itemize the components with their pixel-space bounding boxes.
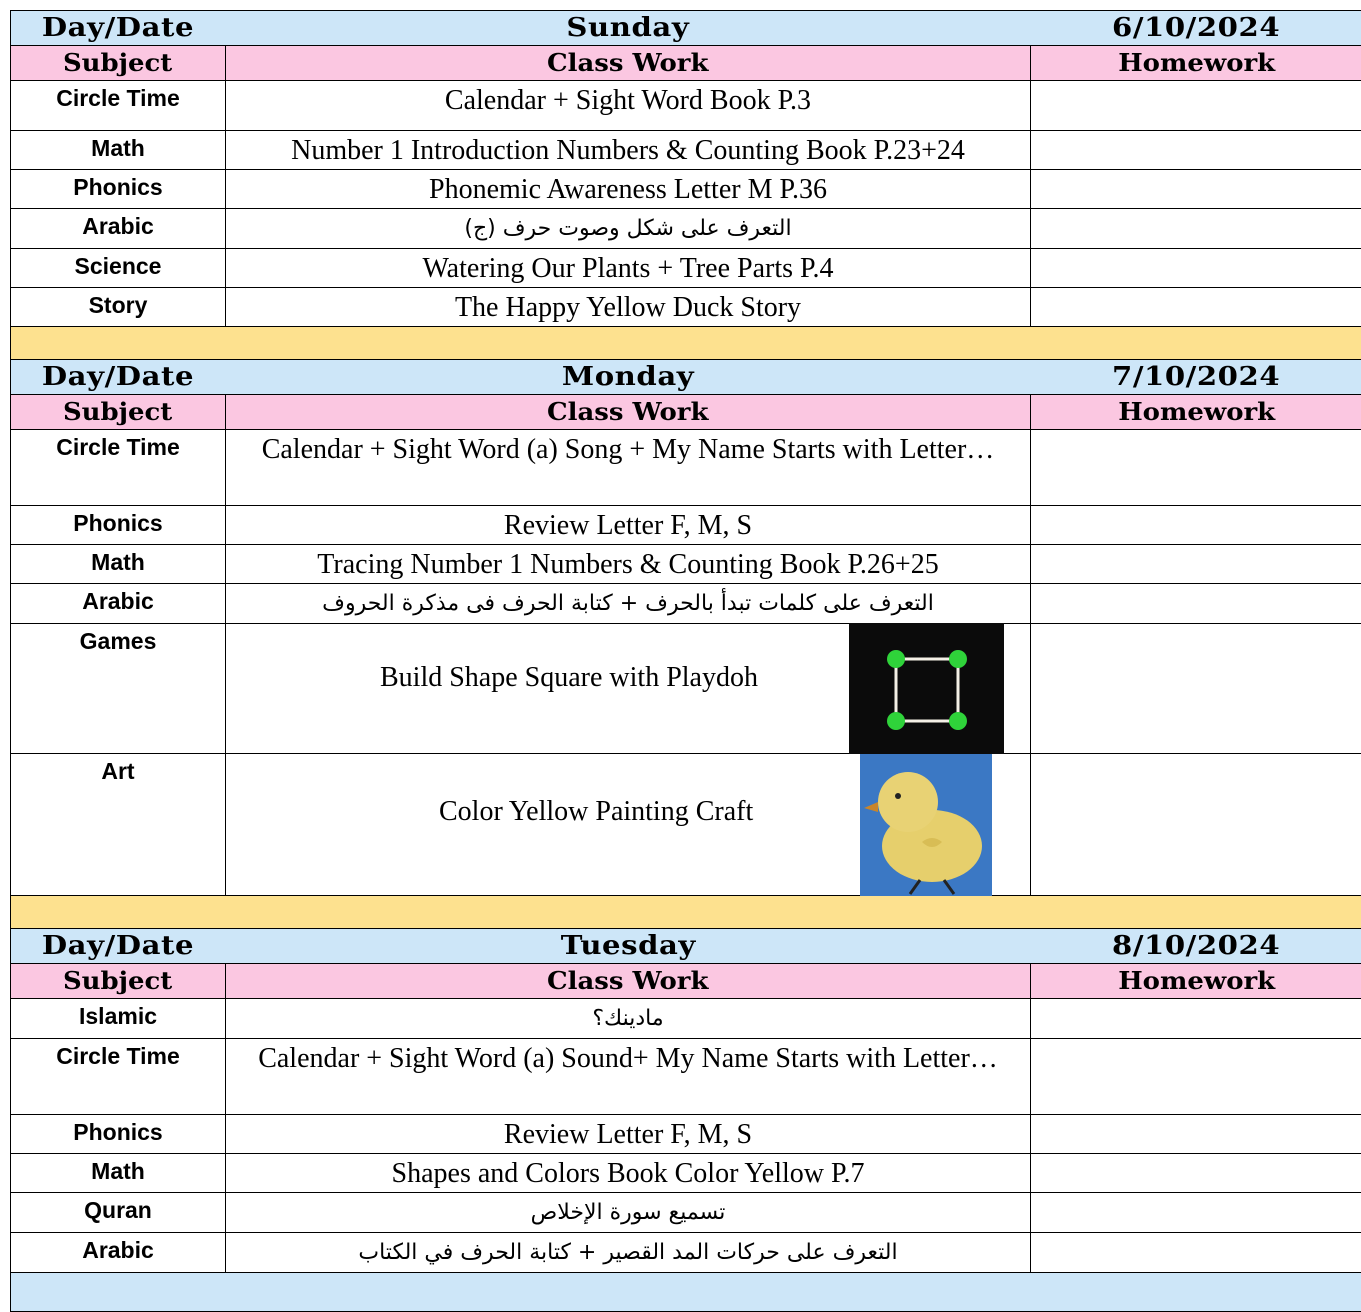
table-row <box>11 545 1361 584</box>
classwork-cell: Phonemic Awareness Letter M P.36 <box>226 170 1031 209</box>
subject-cell: Art <box>11 754 226 896</box>
homework-cell <box>1031 170 1361 209</box>
classwork-cell: Shapes and Colors Book Color Yellow P.7 <box>226 1154 1031 1193</box>
day-row-monday <box>11 360 1361 395</box>
header-row <box>11 46 1361 81</box>
table-row <box>11 624 1361 754</box>
separator-row <box>11 327 1361 360</box>
classwork-cell: مادينك؟ <box>226 999 1031 1039</box>
classwork-cell: The Happy Yellow Duck Story <box>226 288 1031 327</box>
homework-cell <box>1031 209 1361 249</box>
homework-header: Homework <box>1031 46 1361 81</box>
subject-cell: Circle Time <box>11 81 226 131</box>
homework-cell <box>1031 999 1361 1039</box>
homework-cell <box>1031 584 1361 624</box>
table-row <box>11 1115 1361 1154</box>
table-row <box>11 1193 1361 1233</box>
day-label-cell <box>11 11 226 46</box>
classwork-cell: Review Letter F, M, S <box>226 506 1031 545</box>
separator-row <box>11 896 1361 929</box>
table-row <box>11 1233 1361 1273</box>
table-row <box>11 170 1361 209</box>
classwork-cell: Tracing Number 1 Numbers & Counting Book P.26+25 <box>226 545 1031 584</box>
subject-header: Subject <box>11 964 226 999</box>
homework-cell <box>1031 1039 1361 1115</box>
table-row <box>11 1039 1361 1115</box>
classwork-cell <box>226 624 1031 754</box>
date-value: 7/10/2024 <box>1112 360 1280 394</box>
footer-row <box>11 1273 1361 1312</box>
day-name: Tuesday <box>560 929 695 963</box>
classwork-cell: التعرف على حركات المد القصير + كتابة الحرف في الكتاب <box>226 1233 1031 1273</box>
header-row <box>11 964 1361 999</box>
day-name-cell <box>226 11 1031 46</box>
classwork-header: Class Work <box>226 964 1031 999</box>
subject-cell: Math <box>11 131 226 170</box>
schedule-table <box>10 10 1361 1312</box>
subject-cell: Arabic <box>11 584 226 624</box>
date-cell <box>1031 929 1361 964</box>
subject-cell: Games <box>11 624 226 754</box>
table-row <box>11 754 1361 896</box>
homework-cell <box>1031 288 1361 327</box>
classwork-cell: Review Letter F, M, S <box>226 1115 1031 1154</box>
subject-cell: Story <box>11 288 226 327</box>
separator-bar <box>11 896 1361 929</box>
footer-bar <box>11 1273 1361 1312</box>
subject-cell: Arabic <box>11 1233 226 1273</box>
subject-cell: Arabic <box>11 209 226 249</box>
day-label-cell <box>11 929 226 964</box>
subject-cell: Phonics <box>11 1115 226 1154</box>
classwork-cell: التعرف على شكل وصوت حرف (ج) <box>226 209 1031 249</box>
classwork-cell: Number 1 Introduction Numbers & Counting Book P.23+24 <box>226 131 1031 170</box>
classwork-cell: Calendar + Sight Word (a) Sound+ My Name Starts with Letter… <box>226 1039 1031 1115</box>
homework-cell <box>1031 249 1361 288</box>
table-row <box>11 999 1361 1039</box>
day-date-label: Day/Date <box>42 929 194 963</box>
duck-craft-icon <box>860 754 992 896</box>
subject-cell: Math <box>11 1154 226 1193</box>
homework-cell <box>1031 754 1361 896</box>
table-row <box>11 584 1361 624</box>
yellow-duck-image <box>860 754 992 896</box>
homework-cell <box>1031 1154 1361 1193</box>
homework-header: Homework <box>1031 964 1361 999</box>
table-row <box>11 209 1361 249</box>
day-date-label: Day/Date <box>42 360 194 394</box>
day-name-cell <box>226 360 1031 395</box>
subject-cell: Phonics <box>11 170 226 209</box>
day-name: Sunday <box>567 11 690 45</box>
classwork-header: Class Work <box>226 46 1031 81</box>
table-row <box>11 131 1361 170</box>
table-row <box>11 249 1361 288</box>
subject-cell: Circle Time <box>11 430 226 506</box>
table-row <box>11 81 1361 131</box>
subject-header: Subject <box>11 395 226 430</box>
subject-cell: Quran <box>11 1193 226 1233</box>
date-cell <box>1031 360 1361 395</box>
homework-header: Homework <box>1031 395 1361 430</box>
subject-cell: Science <box>11 249 226 288</box>
subject-cell: Phonics <box>11 506 226 545</box>
subject-cell: Islamic <box>11 999 226 1039</box>
classwork-cell: Watering Our Plants + Tree Parts P.4 <box>226 249 1031 288</box>
day-row-sunday <box>11 11 1361 46</box>
day-name: Monday <box>562 360 694 394</box>
playdoh-square-image <box>849 623 1004 754</box>
table-row <box>11 506 1361 545</box>
homework-cell <box>1031 81 1361 131</box>
day-name-cell <box>226 929 1031 964</box>
homework-cell <box>1031 506 1361 545</box>
date-value: 8/10/2024 <box>1112 929 1280 963</box>
table-row <box>11 1154 1361 1193</box>
homework-cell <box>1031 545 1361 584</box>
subject-cell: Circle Time <box>11 1039 226 1115</box>
classwork-cell: تسميع سورة الإخلاص <box>226 1193 1031 1233</box>
subject-cell: Math <box>11 545 226 584</box>
classwork-text: Build Shape Square with Playdoh <box>380 662 1030 694</box>
classwork-cell: Calendar + Sight Word Book P.3 <box>226 81 1031 131</box>
square-shape-icon <box>849 623 1004 754</box>
date-cell <box>1031 11 1361 46</box>
date-value: 6/10/2024 <box>1112 11 1280 45</box>
separator-bar <box>11 327 1361 360</box>
classwork-header: Class Work <box>226 395 1031 430</box>
homework-cell <box>1031 1193 1361 1233</box>
homework-cell <box>1031 1233 1361 1273</box>
classwork-cell: Calendar + Sight Word (a) Song + My Name Starts with Letter… <box>226 430 1031 506</box>
homework-cell <box>1031 430 1361 506</box>
classwork-cell <box>226 754 1031 896</box>
homework-cell <box>1031 1115 1361 1154</box>
classwork-text: Color Yellow Painting Craft <box>439 796 1030 828</box>
homework-cell <box>1031 131 1361 170</box>
table-row <box>11 288 1361 327</box>
day-label-cell <box>11 360 226 395</box>
subject-header: Subject <box>11 46 226 81</box>
homework-cell <box>1031 624 1361 754</box>
header-row <box>11 395 1361 430</box>
day-date-label: Day/Date <box>42 11 194 45</box>
day-row-tuesday <box>11 929 1361 964</box>
table-row <box>11 430 1361 506</box>
classwork-cell: التعرف على كلمات تبدأ بالحرف + كتابة الحرف فى مذكرة الحروف <box>226 584 1031 624</box>
